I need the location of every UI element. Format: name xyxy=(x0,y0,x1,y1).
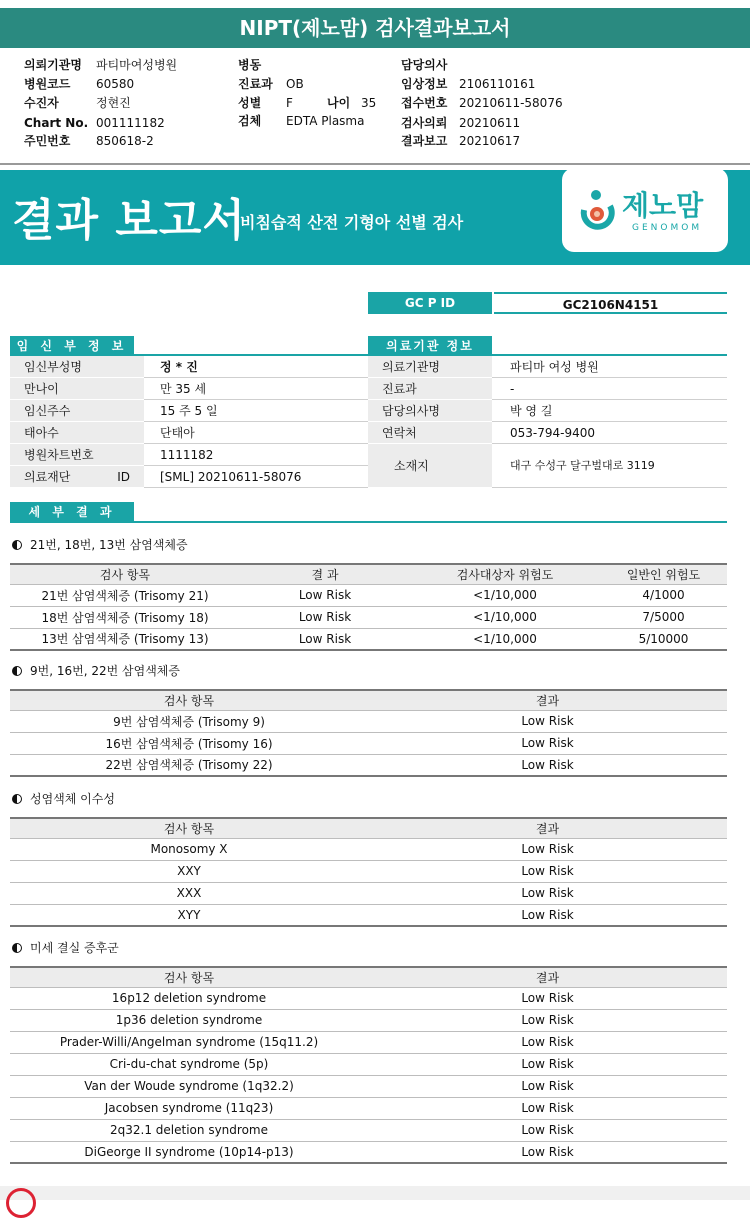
info-value: F xyxy=(286,96,293,110)
field-label: 병원차트번호 xyxy=(10,444,144,465)
genomom-logo xyxy=(562,168,728,252)
table-row xyxy=(10,606,727,628)
banner-title: 결과 보고서 xyxy=(12,195,246,246)
table-cell: Low Risk xyxy=(368,1031,727,1053)
group-title-trisomy-9-16-22 xyxy=(12,662,180,679)
info-label: 접수번호 xyxy=(401,96,448,110)
half-circle-icon xyxy=(12,666,22,676)
gcp-id-label: GC P ID xyxy=(368,292,492,314)
group-title-text: 성염색체 이수성 xyxy=(30,792,115,806)
divider xyxy=(144,421,368,422)
detail-results-heading: 세 부 결 과 xyxy=(10,502,134,522)
field-value: 053-794-9400 xyxy=(510,426,596,440)
table-row xyxy=(10,1075,727,1097)
table-row xyxy=(10,987,727,1009)
half-circle-icon xyxy=(12,794,22,804)
info-label: 병동 xyxy=(238,58,262,72)
group-title-text: 21번, 18번, 13번 삼염색체증 xyxy=(30,538,188,552)
field-label: 임신주수 xyxy=(10,400,144,421)
age-label: 나이 xyxy=(327,96,351,110)
table-cell: 2q32.1 deletion syndrome xyxy=(10,1119,368,1141)
half-circle-icon xyxy=(12,943,22,953)
table-cell: 4/1000 xyxy=(600,584,727,606)
table-row xyxy=(10,754,727,776)
column-header: 결과 xyxy=(368,967,727,987)
info-value: 850618-2 xyxy=(96,134,154,148)
table-row xyxy=(10,710,727,732)
info-label: 성별 xyxy=(238,96,262,110)
table-cell: Low Risk xyxy=(368,1075,727,1097)
info-value: 20210611 xyxy=(459,116,521,130)
field-label: 연락처 xyxy=(368,422,492,443)
divider xyxy=(492,443,727,444)
divider xyxy=(144,377,368,378)
table-cell: Low Risk xyxy=(368,838,727,860)
field-value: 단태아 xyxy=(160,426,195,440)
info-value: 20210617 xyxy=(459,134,521,148)
info-label: 결과보고 xyxy=(401,134,448,148)
field-label: 담당의사명 xyxy=(368,400,492,421)
info-value: 정현진 xyxy=(96,96,131,110)
table-row xyxy=(10,1031,727,1053)
table-cell: Low Risk xyxy=(368,1053,727,1075)
field-value: 15 주 5 일 xyxy=(160,404,218,418)
table-cell: <1/10,000 xyxy=(410,584,600,606)
field-value: 파티마 여성 병원 xyxy=(510,360,599,374)
pregnant-info-row xyxy=(10,422,368,444)
field-value: - xyxy=(510,382,515,396)
trisomy-minor-table xyxy=(10,689,727,777)
pregnant-info-row xyxy=(10,400,368,422)
field-value: 정 * 진 xyxy=(160,360,198,374)
info-label: 담당의사 xyxy=(401,58,448,72)
table-cell: 9번 삼염색체증 (Trisomy 9) xyxy=(10,710,368,732)
field-value: 만 35 세 xyxy=(160,382,207,396)
field-value: [SML] 20210611-58076 xyxy=(160,470,302,484)
info-label: 검체 xyxy=(238,114,262,128)
group-title-text: 9번, 16번, 22번 삼염색체증 xyxy=(30,664,180,678)
table-cell: XYY xyxy=(10,904,368,926)
institution-info-heading: 의료기관 정보 xyxy=(368,336,492,356)
table-cell: Low Risk xyxy=(240,628,410,650)
table-row xyxy=(10,1119,727,1141)
field-value: 1111182 xyxy=(160,448,214,462)
field-label: 소재지 xyxy=(368,444,492,487)
table-cell: Low Risk xyxy=(240,584,410,606)
page-bottom-band xyxy=(0,1186,750,1200)
info-label: 진료과 xyxy=(238,77,273,91)
table-cell: Low Risk xyxy=(368,754,727,776)
gcp-id-value: GC2106N4151 xyxy=(494,292,727,314)
table-cell: 1p36 deletion syndrome xyxy=(10,1009,368,1031)
info-label: Chart No. xyxy=(24,116,89,130)
field-value: 대구 수성구 달구벌대로 3119 xyxy=(510,459,655,472)
table-row xyxy=(10,1141,727,1163)
table-row xyxy=(10,628,727,650)
table-row xyxy=(10,904,727,926)
info-value: 20210611-58076 xyxy=(459,96,563,110)
table-cell: Low Risk xyxy=(368,1141,727,1163)
table-header-row xyxy=(10,818,727,838)
column-header: 검사대상자 위험도 xyxy=(410,564,600,584)
table-cell: 16번 삼염색체증 (Trisomy 16) xyxy=(10,732,368,754)
table-cell: Prader-Willi/Angelman syndrome (15q11.2) xyxy=(10,1031,368,1053)
column-header: 결과 xyxy=(368,690,727,710)
divider xyxy=(10,521,727,523)
pregnant-info-heading: 임 신 부 정 보 xyxy=(10,336,134,356)
table-cell: Low Risk xyxy=(368,732,727,754)
table-cell: Low Risk xyxy=(368,1119,727,1141)
half-circle-icon xyxy=(12,540,22,550)
institution-info-row xyxy=(368,444,727,488)
logo-subtext: GENOMOM xyxy=(632,223,703,233)
column-header: 검사 항목 xyxy=(10,564,240,584)
divider xyxy=(144,465,368,466)
table-cell: DiGeorge II syndrome (10p14-p13) xyxy=(10,1141,368,1163)
info-value: OB xyxy=(286,77,304,91)
column-header: 검사 항목 xyxy=(10,690,368,710)
table-cell: 5/10000 xyxy=(600,628,727,650)
field-value: 박 영 길 xyxy=(510,404,553,418)
table-row xyxy=(10,1009,727,1031)
pregnant-info-row xyxy=(10,444,368,466)
institution-info-row xyxy=(368,400,727,422)
table-header-row xyxy=(10,564,727,584)
microdeletion-table xyxy=(10,966,727,1164)
table-cell: Low Risk xyxy=(368,882,727,904)
info-label: 의뢰기관명 xyxy=(24,58,82,72)
banner-subtitle: 비침습적 산전 기형아 선별 검사 xyxy=(240,213,464,232)
table-row xyxy=(10,732,727,754)
table-cell: Low Risk xyxy=(368,1097,727,1119)
info-value: 파티마여성병원 xyxy=(96,58,178,72)
table-cell: 13번 삼염색체증 (Trisomy 13) xyxy=(10,628,240,650)
table-cell: XXY xyxy=(10,860,368,882)
table-header-row xyxy=(10,690,727,710)
group-title-trisomy-21-18-13 xyxy=(12,536,188,553)
table-cell: Low Risk xyxy=(240,606,410,628)
pregnant-info-row xyxy=(10,378,368,400)
table-cell: 21번 삼염색체증 (Trisomy 21) xyxy=(10,584,240,606)
field-label: 진료과 xyxy=(368,378,492,399)
sex-chromosome-table xyxy=(10,817,727,927)
divider xyxy=(144,399,368,400)
pregnant-info-row xyxy=(10,356,368,378)
divider xyxy=(492,487,727,488)
info-label: 수진자 xyxy=(24,96,59,110)
info-value: EDTA Plasma xyxy=(286,114,365,128)
table-cell: Cri-du-chat syndrome (5p) xyxy=(10,1053,368,1075)
column-header: 일반인 위험도 xyxy=(600,564,727,584)
info-label: 주민번호 xyxy=(24,134,71,148)
table-cell: Low Risk xyxy=(368,904,727,926)
table-cell: 18번 삼염색체증 (Trisomy 18) xyxy=(10,606,240,628)
institution-info-row xyxy=(368,378,727,400)
red-circle-icon xyxy=(6,1188,36,1218)
table-row xyxy=(10,882,727,904)
table-row xyxy=(10,1053,727,1075)
info-label: 검사의뢰 xyxy=(401,116,448,130)
age-value: 35 xyxy=(361,96,377,110)
table-cell: Monosomy X xyxy=(10,838,368,860)
group-title-text: 미세 결실 증후군 xyxy=(30,941,119,955)
field-label: 만나이 xyxy=(10,378,144,399)
table-cell: <1/10,000 xyxy=(410,606,600,628)
divider xyxy=(492,421,727,422)
table-cell: Low Risk xyxy=(368,1009,727,1031)
info-value: 60580 xyxy=(96,77,135,91)
column-header: 검사 항목 xyxy=(10,967,368,987)
institution-info-row xyxy=(368,356,727,378)
divider xyxy=(144,487,368,488)
column-header: 결과 xyxy=(368,818,727,838)
table-cell: <1/10,000 xyxy=(410,628,600,650)
report-title: NIPT(제노맘) 검사결과보고서 xyxy=(0,8,750,48)
patient-info-block xyxy=(0,56,750,156)
table-cell: Van der Woude syndrome (1q32.2) xyxy=(10,1075,368,1097)
divider xyxy=(492,399,727,400)
table-cell: Low Risk xyxy=(368,860,727,882)
institution-info-row xyxy=(368,422,727,444)
table-cell: 7/5000 xyxy=(600,606,727,628)
column-header: 결 과 xyxy=(240,564,410,584)
table-cell: XXX xyxy=(10,882,368,904)
logo-icon xyxy=(576,188,620,232)
info-label: 임상정보 xyxy=(401,77,448,91)
table-cell: Low Risk xyxy=(368,710,727,732)
field-label: 태아수 xyxy=(10,422,144,443)
field-label: 의료재단 ID xyxy=(10,466,144,487)
field-label: 임신부성명 xyxy=(10,356,144,377)
divider xyxy=(144,443,368,444)
field-label: 의료기관명 xyxy=(368,356,492,377)
info-value: 001111182 xyxy=(96,116,165,130)
table-cell: 16p12 deletion syndrome xyxy=(10,987,368,1009)
table-row xyxy=(10,860,727,882)
info-value: 2106110161 xyxy=(459,77,536,91)
info-label: 병원코드 xyxy=(24,77,71,91)
table-row xyxy=(10,584,727,606)
table-header-row xyxy=(10,967,727,987)
divider xyxy=(492,377,727,378)
table-cell: 22번 삼염색체증 (Trisomy 22) xyxy=(10,754,368,776)
logo-text: 제노맘 xyxy=(622,189,704,222)
column-header: 검사 항목 xyxy=(10,818,368,838)
table-row xyxy=(10,838,727,860)
group-title-sex-chromosome xyxy=(12,790,115,807)
table-row xyxy=(10,1097,727,1119)
pregnant-info-row xyxy=(10,466,368,488)
trisomy-major-table xyxy=(10,563,727,651)
group-title-microdeletion xyxy=(12,939,119,956)
divider xyxy=(0,163,750,165)
table-cell: Low Risk xyxy=(368,987,727,1009)
table-cell: Jacobsen syndrome (11q23) xyxy=(10,1097,368,1119)
